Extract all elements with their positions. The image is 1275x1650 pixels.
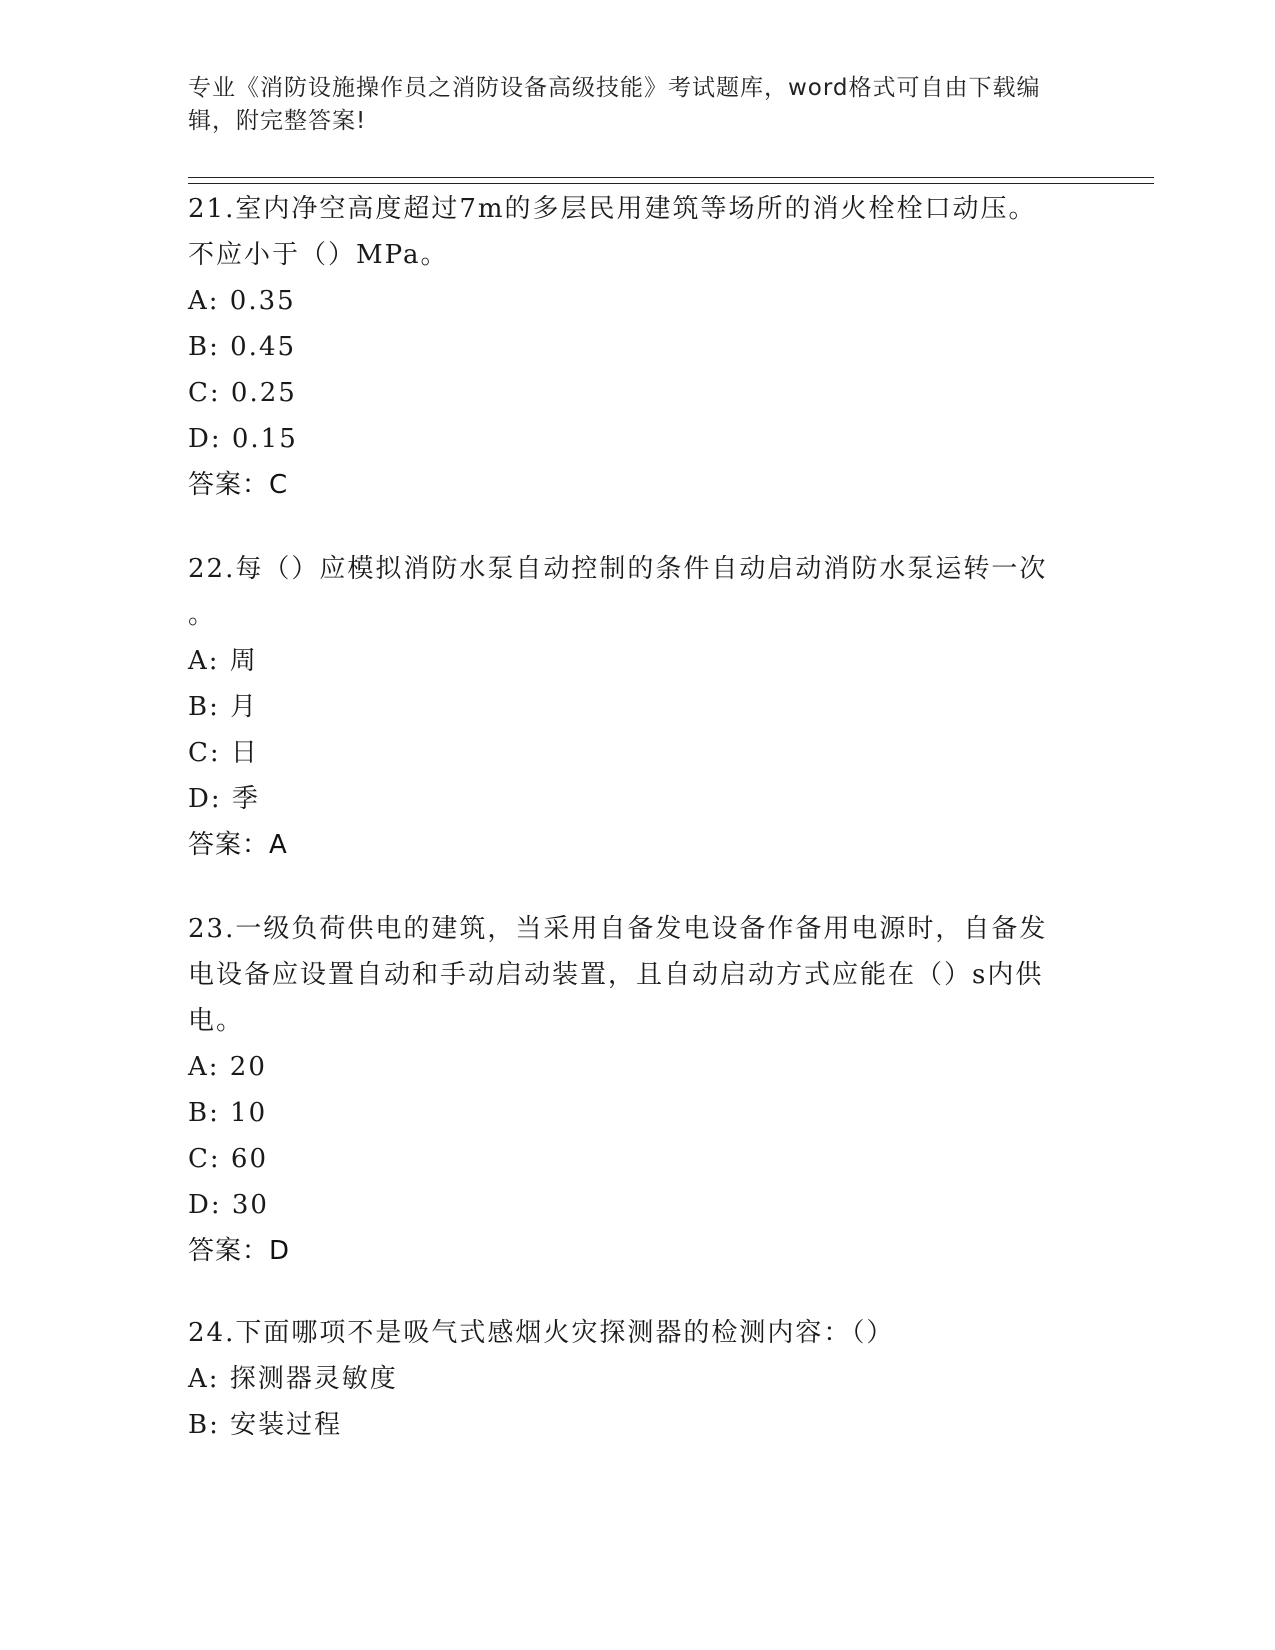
option-d: D: 0.15 [188,424,298,454]
header-divider-bottom [188,183,1154,184]
question-24 [188,1310,1088,1448]
option-c: C: 日 [188,738,259,768]
option-d: D: 30 [188,1190,269,1220]
question-22 [188,546,1088,868]
question-stem-line: 24.下面哪项不是吸气式感烟火灾探测器的检测内容：（） [188,1318,895,1348]
document-header [188,72,1088,138]
answer-label: 答案：A [188,830,288,860]
question-stem-line: 。 [188,600,217,630]
question-stem-line: 22.每（）应模拟消防水泵自动控制的条件自动启动消防水泵运转一次 [188,554,1048,584]
option-a: A: 探测器灵敏度 [188,1364,398,1394]
question-23 [188,906,1088,1274]
header-divider-top [188,177,1154,178]
answer-label: 答案：D [188,1236,291,1266]
question-stem-line: 23.一级负荷供电的建筑，当采用自备发电设备作备用电源时，自备发 [188,914,1048,944]
question-stem-line: 不应小于（）MPa。 [188,240,449,270]
option-c: C: 60 [188,1144,269,1174]
option-a: A: 20 [188,1052,267,1082]
option-b: B: 月 [188,692,259,722]
option-b: B: 安装过程 [188,1410,343,1440]
question-21 [188,186,1088,508]
answer-label: 答案：C [188,470,289,500]
question-stem-line: 电。 [188,1006,245,1036]
option-a: A: 0.35 [188,286,296,316]
question-stem-line: 21.室内净空高度超过7m的多层民用建筑等场所的消火栓栓口动压。 [188,194,1037,224]
header-line-2: 辑，附完整答案! [188,108,367,134]
option-b: B: 0.45 [188,332,297,362]
option-c: C: 0.25 [188,378,297,408]
question-stem-line: 电设备应设置自动和手动启动装置，且自动启动方式应能在（）s内供 [188,960,1044,990]
option-d: D: 季 [188,784,260,814]
header-line-1: 专业《消防设施操作员之消防设备高级技能》考试题库，word格式可自由下载编 [188,75,1041,101]
option-a: A: 周 [188,646,258,676]
option-b: B: 10 [188,1098,268,1128]
